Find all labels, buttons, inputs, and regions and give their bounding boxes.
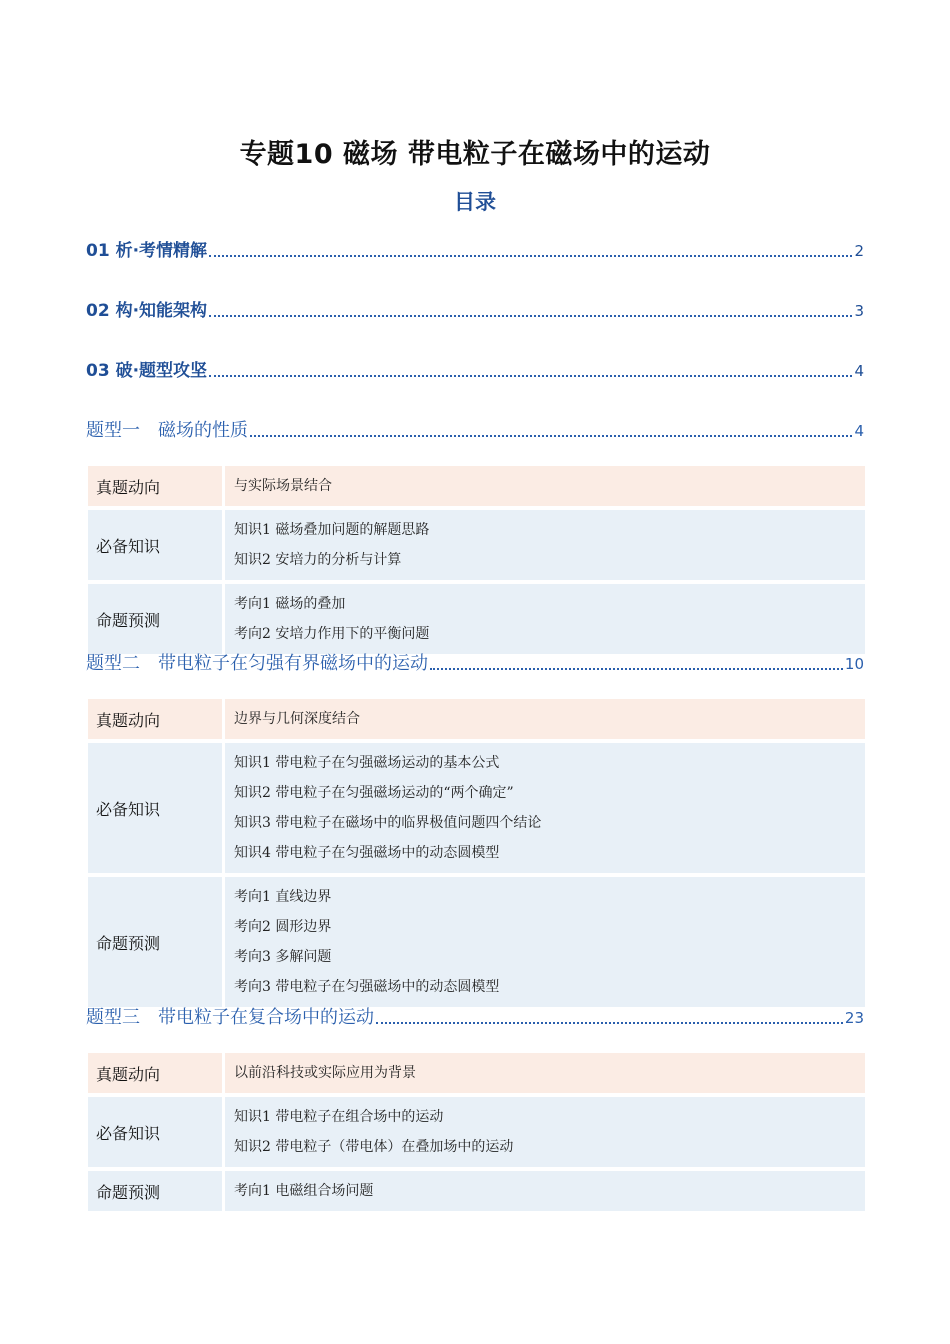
toc-entry-analysis[interactable] xyxy=(86,236,864,262)
toc-leader-dots xyxy=(430,667,843,670)
row-header: 命题预测 xyxy=(88,584,222,654)
content-line: 以前沿科技或实际应用为背景 xyxy=(234,1065,416,1081)
row-header: 必备知识 xyxy=(88,1097,222,1167)
toc-leader-dots xyxy=(376,1021,843,1024)
table-row-trend xyxy=(88,1053,865,1093)
content-line: 知识2 带电粒子（带电体）在叠加场中的运动 xyxy=(234,1139,514,1155)
row-header: 命题预测 xyxy=(88,877,222,1007)
row-content xyxy=(225,1171,865,1211)
table-row-trend xyxy=(88,699,865,739)
content-line: 知识3 带电粒子在磁场中的临界极值问题四个结论 xyxy=(234,815,542,831)
content-line: 边界与几何深度结合 xyxy=(234,711,360,727)
row-header: 真题动向 xyxy=(88,699,222,739)
row-header: 命题预测 xyxy=(88,1171,222,1211)
toc-entry-label: 题型三 带电粒子在复合场中的运动 xyxy=(86,1007,374,1028)
table-row-knowledge xyxy=(88,510,865,580)
content-line: 考向2 安培力作用下的平衡问题 xyxy=(234,626,430,642)
content-line: 知识4 带电粒子在匀强磁场中的动态圆模型 xyxy=(234,845,500,861)
row-content xyxy=(225,466,865,506)
row-header: 必备知识 xyxy=(88,743,222,873)
toc-page-number: 3 xyxy=(854,302,864,320)
toc-entry-type-3[interactable] xyxy=(86,1003,864,1029)
toc-page-number: 2 xyxy=(854,242,864,260)
toc-page-number: 4 xyxy=(854,422,864,440)
toc-entry-label: 题型二 带电粒子在匀强有界磁场中的运动 xyxy=(86,653,428,674)
content-line: 考向1 电磁组合场问题 xyxy=(234,1183,374,1199)
content-line: 知识1 带电粒子在组合场中的运动 xyxy=(234,1109,444,1125)
toc-heading: 目录 xyxy=(454,190,496,214)
toc-entry-label: 题型一 磁场的性质 xyxy=(86,420,248,441)
content-line: 知识2 安培力的分析与计算 xyxy=(234,552,402,568)
table-row-knowledge xyxy=(88,1097,865,1167)
toc-entry-breakthrough[interactable] xyxy=(86,356,864,382)
toc-leader-dots xyxy=(250,434,852,437)
table-row-trend xyxy=(88,466,865,506)
type-3-table xyxy=(88,1053,865,1215)
row-content xyxy=(225,1053,865,1093)
toc-entry-label: 02 构·知能架构 xyxy=(86,301,208,321)
content-line: 知识2 带电粒子在匀强磁场运动的“两个确定” xyxy=(234,785,514,801)
page-title: 专题10 磁场 带电粒子在磁场中的运动 xyxy=(239,139,711,170)
type-2-table xyxy=(88,699,865,1011)
row-content xyxy=(225,1097,865,1167)
content-line: 考向1 磁场的叠加 xyxy=(234,596,346,612)
table-row-prediction xyxy=(88,584,865,654)
content-line: 考向1 直线边界 xyxy=(234,889,332,905)
content-line: 知识1 带电粒子在匀强磁场运动的基本公式 xyxy=(234,755,500,771)
content-line: 考向3 带电粒子在匀强磁场中的动态圆模型 xyxy=(234,979,500,995)
content-line: 知识1 磁场叠加问题的解题思路 xyxy=(234,522,430,538)
row-content xyxy=(225,510,865,580)
row-content xyxy=(225,743,865,873)
toc-entry-label: 01 析·考情精解 xyxy=(86,241,208,261)
table-row-prediction xyxy=(88,1171,865,1211)
row-header: 必备知识 xyxy=(88,510,222,580)
type-1-table xyxy=(88,466,865,658)
toc-page-number: 4 xyxy=(854,362,864,380)
row-content xyxy=(225,699,865,739)
content-line: 考向2 圆形边界 xyxy=(234,919,332,935)
content-line: 考向3 多解问题 xyxy=(234,949,332,965)
toc-entry-label: 03 破·题型攻坚 xyxy=(86,361,208,381)
toc-entry-type-1[interactable] xyxy=(86,416,864,442)
table-row-prediction xyxy=(88,877,865,1007)
toc-page-number: 23 xyxy=(844,1009,864,1027)
row-header: 真题动向 xyxy=(88,1053,222,1093)
table-row-knowledge xyxy=(88,743,865,873)
toc-entry-framework[interactable] xyxy=(86,296,864,322)
toc-leader-dots xyxy=(209,254,852,257)
row-content xyxy=(225,877,865,1007)
toc-leader-dots xyxy=(209,314,852,317)
toc-leader-dots xyxy=(209,374,852,377)
row-header: 真题动向 xyxy=(88,466,222,506)
row-content xyxy=(225,584,865,654)
content-line: 与实际场景结合 xyxy=(234,478,332,494)
toc-page-number: 10 xyxy=(844,655,864,673)
toc-entry-type-2[interactable] xyxy=(86,649,864,675)
